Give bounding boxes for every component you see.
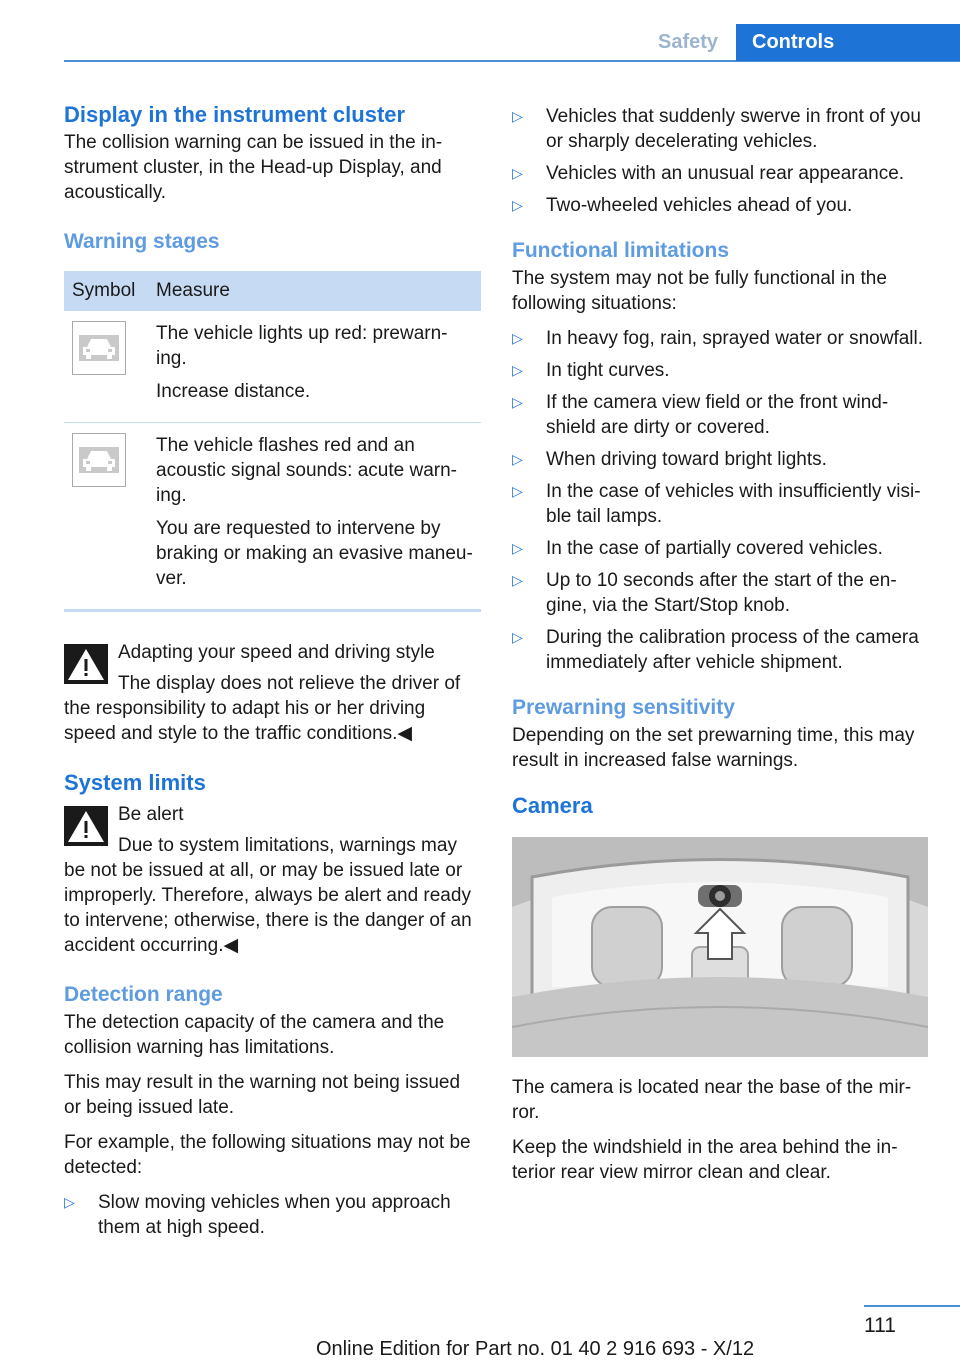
prewarning-text: Depending on the set prewarning time, this may result in increased false warnings.: [512, 725, 915, 771]
section-tab-controls[interactable]: Controls: [736, 24, 960, 61]
list-item: ▷ Slow moving vehicles when you approach them at high speed.: [64, 1192, 451, 1238]
list-item: ▷ When driving toward bright lights.: [512, 449, 827, 470]
detection-list: [64, 1190, 481, 1240]
measure-text: You are requested to intervene by braking or making an evasive maneu-ver.: [156, 518, 473, 589]
caution-alert: [64, 802, 481, 958]
warning-stages-table: [64, 271, 481, 612]
detection-range-heading: Detection range: [64, 983, 223, 1006]
functional-limitations-heading: Functional limitations: [512, 239, 730, 262]
camera-heading: Camera: [512, 793, 593, 818]
measure-text: The vehicle lights up red: prewarn-ing.: [156, 323, 448, 369]
triangle-bullet-icon: ▷: [512, 572, 523, 588]
caution-title: Be alert: [118, 804, 184, 825]
display-heading: Display in the instrument cluster: [64, 102, 406, 127]
footer-rule: [864, 1305, 960, 1307]
page-number: 111: [864, 1314, 896, 1337]
display-text: The collision warning can be issued in the in-strument cluster, in the Head-up Display, and acoustically.: [64, 132, 443, 203]
triangle-bullet-icon: ▷: [512, 451, 523, 467]
car-front-icon: [72, 433, 126, 487]
section-tab-safety[interactable]: Safety: [657, 31, 719, 53]
triangle-bullet-icon: ▷: [512, 165, 523, 181]
list-item: ▷ In the case of partially covered vehicles.: [512, 538, 883, 559]
measure-text: The vehicle flashes red and an acoustic signal sounds: acute warn-ing.: [156, 435, 457, 506]
triangle-bullet-icon: ▷: [512, 483, 523, 499]
triangle-bullet-icon: ▷: [512, 629, 523, 645]
warning-stages-heading: Warning stages: [64, 230, 220, 253]
camera-text: The camera is located near the base of the mir-ror.: [512, 1077, 912, 1123]
camera-location-illustration: [512, 837, 928, 1057]
table-row: [64, 423, 481, 611]
caution-text: Due to system limitations, warnings may be not be issued at all, or may be issued late or improperly. Therefore, always be alert and ready to intervene; otherwise, there is the danger of an accident occurring.◀: [64, 835, 472, 956]
triangle-bullet-icon: ▷: [512, 540, 523, 556]
system-limits-heading: System limits: [64, 770, 206, 795]
functional-list: [512, 326, 930, 675]
list-item: ▷ In tight curves.: [512, 360, 670, 381]
detection-list-continued: [512, 104, 930, 218]
caution-speed: [64, 640, 481, 746]
caution-title: Adapting your speed and driving style: [118, 642, 435, 663]
triangle-bullet-icon: ▷: [64, 1194, 75, 1210]
warning-triangle-icon: [64, 644, 108, 684]
detection-text: The detection capacity of the camera and the collision warning has limitations.: [64, 1012, 445, 1058]
camera-text: Keep the windshield in the area behind the in-terior rear view mirror clean and clear.: [512, 1137, 898, 1183]
column-header-measure: Measure: [148, 271, 481, 311]
warning-triangle-icon: [64, 806, 108, 846]
list-item: ▷ Up to 10 seconds after the start of the en-gine, via the Start/Stop knob.: [512, 570, 897, 616]
column-header-symbol: Symbol: [64, 271, 148, 311]
detection-text: This may result in the warning not being issued or being issued late.: [64, 1072, 461, 1118]
list-item: ▷ During the calibration process of the camera immediately after vehicle shipment.: [512, 627, 919, 673]
triangle-bullet-icon: ▷: [512, 362, 523, 378]
list-item: ▷ Vehicles with an unusual rear appearance.: [512, 163, 905, 184]
prewarning-sensitivity-heading: Prewarning sensitivity: [512, 696, 735, 719]
measure-text: Increase distance.: [156, 381, 311, 402]
detection-text: For example, the following situations may not be detected:: [64, 1132, 471, 1178]
edition-footer: Online Edition for Part no. 01 40 2 916 693 - X/12: [316, 1338, 755, 1360]
list-item: ▷ Two-wheeled vehicles ahead of you.: [512, 195, 853, 216]
car-front-icon: [72, 321, 126, 375]
functional-text: The system may not be fully functional in the following situations:: [512, 268, 887, 314]
list-item: ▷ In the case of vehicles with insufficiently visi-ble tail lamps.: [512, 481, 921, 527]
list-item: ▷ Vehicles that suddenly swerve in front of you or sharply decelerating vehicles.: [512, 106, 921, 152]
triangle-bullet-icon: ▷: [512, 330, 523, 346]
triangle-bullet-icon: ▷: [512, 394, 523, 410]
caution-text: The display does not relieve the driver of the responsibility to adapt his or her driving speed and style to the traffic conditions.◀: [64, 673, 461, 744]
list-item: ▷ If the camera view field or the front wind-shield are dirty or covered.: [512, 392, 889, 438]
right-column: [512, 104, 930, 1195]
list-item: ▷ In heavy fog, rain, sprayed water or snowfall.: [512, 328, 924, 349]
triangle-bullet-icon: ▷: [512, 108, 523, 124]
triangle-bullet-icon: ▷: [512, 197, 523, 213]
table-row: [64, 311, 481, 423]
left-column: [64, 100, 481, 1247]
